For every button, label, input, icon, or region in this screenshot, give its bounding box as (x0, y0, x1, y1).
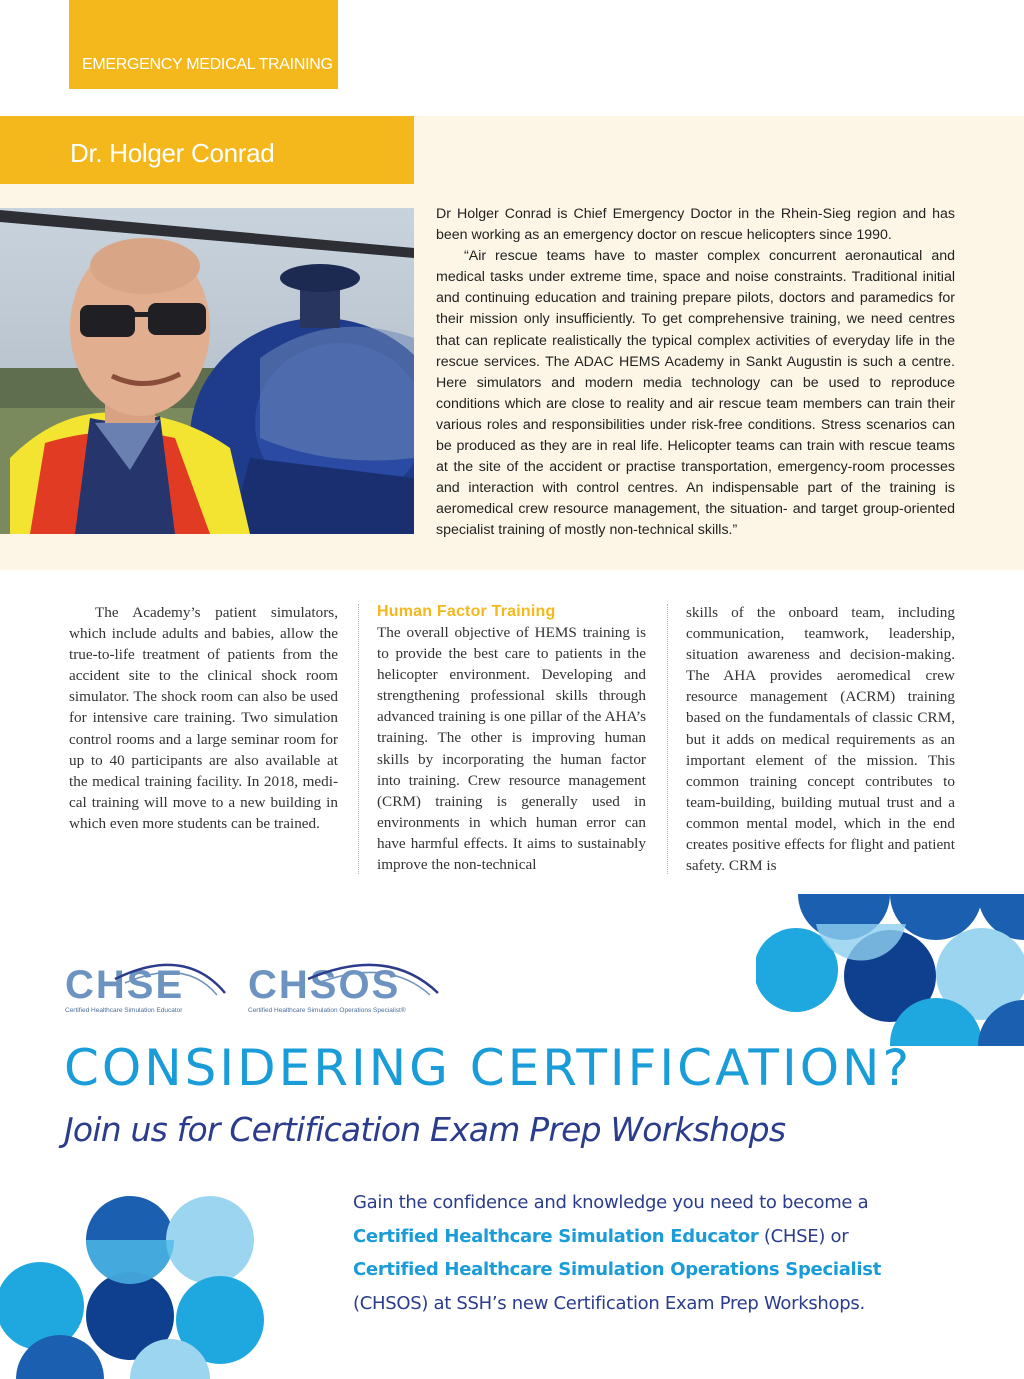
human-factor-heading: Human Factor Training (377, 603, 556, 620)
ad-headline: CONSIDERING CERTIFICATION? (64, 1039, 912, 1097)
profile-name: Dr. Holger Conrad (0, 116, 414, 184)
section-label: EMERGENCY MEDICAL TRAINING (69, 0, 338, 89)
ad-promo-text (353, 1186, 913, 1320)
column-3-text: skills of the onboard team, including communication, teamwork, leadership, situation awareness and decision-making. The AHA provides aeromedical crew resource management (ACRM) training based on the fundamentals of classic CRM, but it adds on medical requirements as an important element of the mission. This common training concept contributes to team-building, building mutual trust and a common mental model, which in the end creates positive effects for flight and patient safety. CRM is (686, 604, 955, 875)
promo-cert-operations: Certified Healthcare Simulation Operations Specialist (353, 1259, 882, 1280)
profile-bio (436, 204, 955, 542)
column-divider (358, 604, 359, 874)
column-2-text: The overall objective of HEMS training is to provide the best care to patients in the helicopter environment. Developing and strengthening professional skills through advanced training is one pillar of the AHA’s training. The other is improving human skills by incorporating the human factor into training. Crew resource management (CRM) training is generally used in environments in which human error can have harmful effects. It aims to sustainably improve the non-technical (377, 624, 646, 874)
profile-photo (0, 208, 414, 534)
bio-intro: Dr Holger Conrad is Chief Emergency Doctor in the Rhein-Sieg region and has been working as an emergency doctor on rescue helicopters since 1990. (436, 206, 955, 244)
ad-subheadline: Join us for Certification Exam Prep Workshops (64, 1110, 786, 1149)
chse-logo-subtitle: Certified Healthcare Simulation Educator (65, 1007, 183, 1014)
chsos-logo-subtitle: Certified Healthcare Simulation Operations Specialist® (248, 1007, 406, 1014)
promo-outro: (CHSOS) at SSH’s new Certification Exam Prep Workshops. (353, 1292, 865, 1314)
chsos-arc-icon (248, 957, 443, 997)
column-1-text: The Academy’s patient simulators, which include adults and babies, allow the true-to-life treatment of patients from the accident site to the clinical shock room simulator. The shock room can also be used for intensive care training. Two simulation control rooms and a large seminar room for up to 40 participants are also available at the medical training facility. In 2018, medical training will move to a new building in which even more students can be trained. (69, 604, 338, 832)
chsos-logo-text: CHSOS (248, 963, 401, 1007)
chse-logo-text: CHSE (65, 963, 185, 1007)
article-column-3 (686, 602, 955, 876)
promo-intro: Gain the confidence and knowledge you need to become a (353, 1192, 869, 1213)
chse-logo (65, 965, 184, 1014)
chse-arc-icon (65, 957, 230, 997)
decorative-circles-bottom (0, 1196, 270, 1379)
decorative-circles-top (756, 894, 1024, 1046)
promo-connector: (CHSE) or (758, 1225, 849, 1247)
promo-cert-educator: Certified Healthcare Simulation Educator (353, 1225, 759, 1247)
chsos-logo (248, 965, 406, 1014)
article-column-1 (69, 602, 338, 834)
bio-quote: “Air rescue teams have to master complex concurrent aeronautical and medical tasks under extreme time, space and noise constraints. Traditional initial and continuing education and training prepare pilots, doctors and paramedics for their mission only insufficiently. To get comprehensive training, we need centres that can replicate realistically the typical complex activities of everyday life in the rescue services. The ADAC HEMS Academy in Sankt Augustin is such a centre. Here simulators and modern media technology can be used to reproduce conditions which are close to reality and air rescue team members can train their various roles and responsibilities under risk-free conditions. Stress scenarios can be produced as they are in real life. Helicopter teams can train with rescue teams at the site of the accident or practise transportation, emergency-room processes and interaction with control centres. An indispensable part of the training is aeromedical crew resource management, the situation- and target group-oriented specialist training of mostly non-technical skills.” (436, 248, 955, 539)
column-divider (667, 604, 668, 874)
article-column-2 (377, 602, 646, 875)
